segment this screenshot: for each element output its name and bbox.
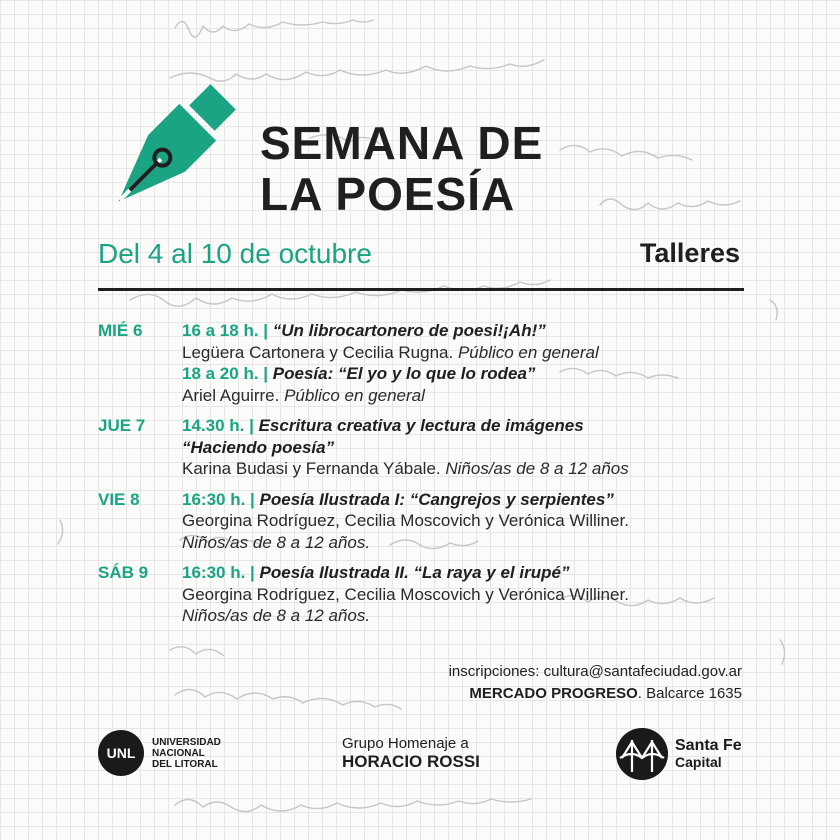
event-presenters: Georgina Rodríguez, Cecilia Moscovich y Verónica Williner.: [182, 584, 629, 604]
contact-info: [449, 661, 742, 705]
grupo-line-1: Grupo Homenaje a: [342, 735, 469, 752]
unl-logo: [98, 730, 221, 776]
divider: [98, 288, 744, 291]
event-subtitle: “Haciendo poesía”: [182, 437, 335, 457]
event-title: Poesía Ilustrada II. “La raya y el irupé”: [259, 563, 570, 582]
day-events: [182, 415, 748, 480]
separator: |: [263, 364, 273, 383]
event-heading: [182, 320, 748, 342]
schedule-day: [98, 562, 748, 627]
event-presenters: Karina Budasi y Fernanda Yábale.: [182, 459, 441, 478]
event-audience: Niños/as de 8 a 12 años: [445, 459, 629, 478]
event-heading: [182, 562, 748, 584]
day-label: JUE 7: [98, 416, 146, 435]
venue-address: . Balcarce 1635: [637, 685, 742, 702]
section-heading: Talleres: [639, 238, 740, 268]
page-title: [260, 118, 543, 220]
day-label: VIE 8: [98, 489, 140, 509]
day-events: [182, 489, 748, 554]
santa-fe-capital-logo: [616, 728, 742, 780]
event-presenters-line: [182, 385, 748, 407]
event-time: 16:30 h.: [182, 489, 246, 509]
unl-badge: UNL: [98, 730, 144, 776]
unl-line-3: DEL LITORAL: [152, 758, 218, 770]
event-presenters-line: [182, 458, 748, 480]
event-presenters: Ariel Aguirre.: [182, 385, 280, 405]
schedule-day: [98, 320, 748, 406]
event-time: 16:30 h.: [182, 563, 246, 582]
event-heading: [182, 415, 748, 437]
santa-fe-bridge-icon: [616, 728, 668, 780]
unl-line-2: NACIONAL: [152, 747, 205, 759]
event-audience: Niños/as de 8 a 12 años.: [182, 606, 371, 625]
event-presenters: Legüera Cartonera y Cecilia Rugna.: [182, 342, 454, 362]
schedule: [98, 320, 748, 636]
separator: |: [250, 489, 260, 509]
separator: |: [250, 563, 260, 582]
sf-line-1: Santa Fe: [675, 737, 742, 754]
separator: |: [263, 321, 273, 340]
fountain-pen-nib-icon: [98, 82, 238, 222]
venue-name: MERCADO PROGRESO: [469, 685, 638, 702]
event-time: 16 a 18 h.: [182, 321, 259, 340]
event-audience: Público en general: [457, 342, 599, 362]
grupo-homenaje-logo: [342, 735, 480, 772]
title-line-1: SEMANA DE: [260, 117, 544, 169]
day-label: SÁB 9: [98, 563, 149, 582]
event-time: 18 a 20 h.: [182, 364, 259, 383]
event-time: 14.30 h.: [182, 416, 245, 435]
unl-line-1: UNIVERSIDAD: [152, 736, 221, 748]
schedule-day: [98, 489, 748, 554]
event-title: Escritura creativa y lectura de imágenes: [258, 416, 584, 435]
schedule-day: [98, 415, 748, 480]
registration-email[interactable]: inscripciones: cultura@santafeciudad.gov.ar: [448, 663, 742, 680]
day-events: [182, 562, 748, 627]
event-audience: Público en general: [284, 385, 425, 405]
event-heading: [182, 363, 748, 385]
event-title: “Un librocartonero de poesi!¡Ah!”: [272, 321, 546, 340]
event-dates: Del 4 al 10 de octubre: [98, 238, 372, 269]
event-title: Poesía: “El yo y lo que lo rodea”: [272, 364, 536, 383]
title-line-2: LA POESÍA: [260, 168, 516, 220]
grupo-line-2: HORACIO ROSSI: [342, 752, 480, 771]
separator: |: [249, 416, 259, 435]
day-events: [182, 320, 748, 406]
event-heading: [182, 489, 748, 511]
event-audience: Niños/as de 8 a 12 años.: [182, 532, 371, 552]
event-title: Poesía Ilustrada I: “Cangrejos y serpientes”: [259, 489, 614, 509]
event-presenters: Georgina Rodríguez, Cecilia Moscovich y Verónica Williner.: [182, 511, 629, 530]
venue-line: [449, 683, 742, 705]
sf-line-2: Capital: [675, 754, 722, 770]
day-label: MIÉ 6: [98, 321, 143, 340]
unl-wordmark: [152, 737, 221, 770]
santa-fe-wordmark: [675, 737, 742, 771]
event-presenters-line: [182, 342, 748, 364]
